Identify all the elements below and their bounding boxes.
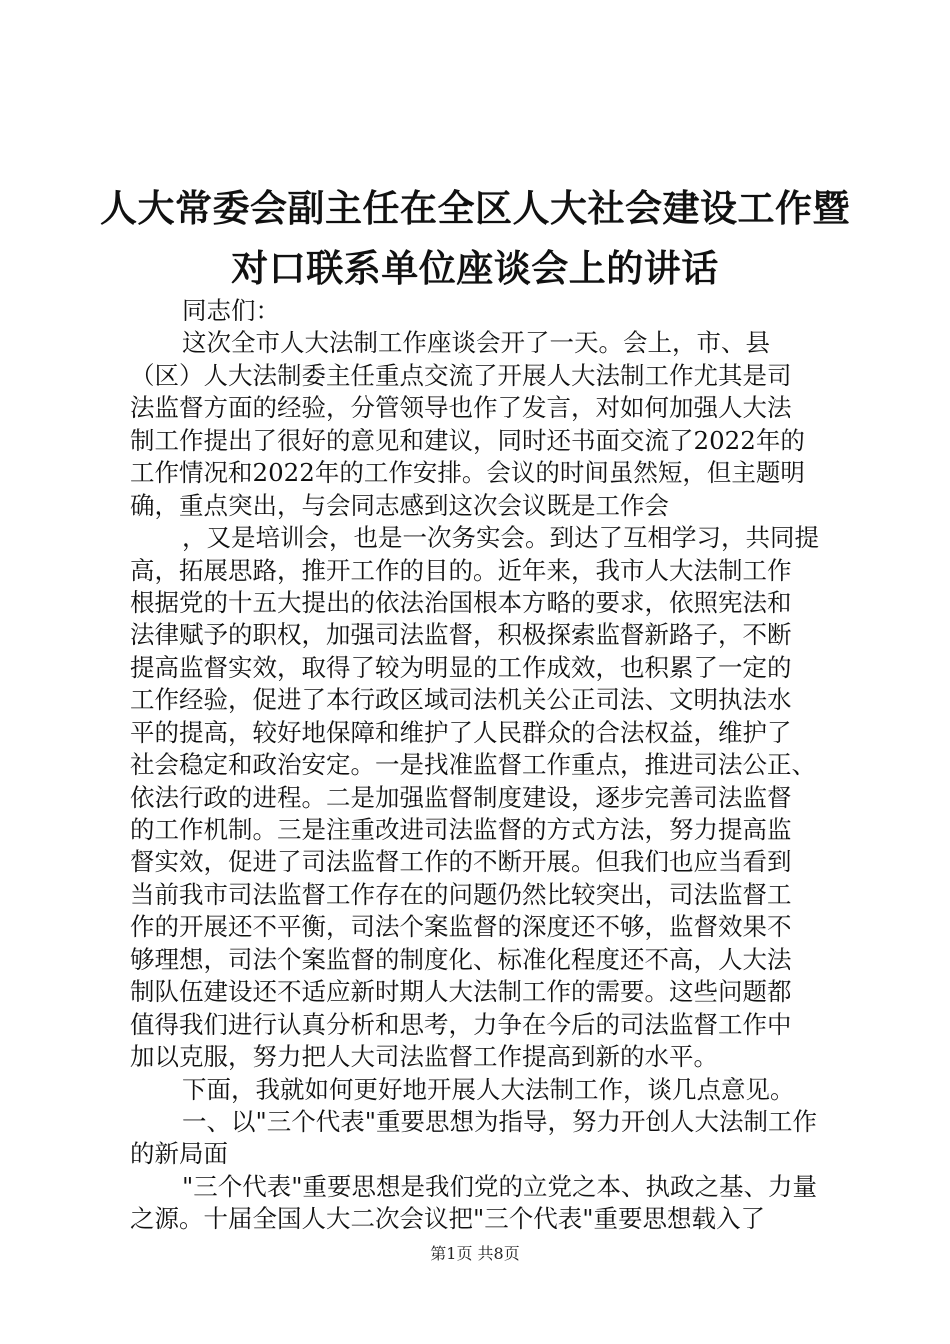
body-line: 下面，我就如何更好地开展人大法制工作，谈几点意见。 (182, 1074, 795, 1104)
body-line: 社会稳定和政治安定。一是找准监督工作重点，推进司法公正、 (130, 750, 816, 780)
body-line: 的新局面 (130, 1139, 228, 1169)
document-title-line-2: 对口联系单位座谈会上的讲话 (231, 246, 719, 290)
body-line: "三个代表"重要思想是我们党的立党之本、执政之基、力量 (182, 1171, 818, 1201)
body-line: 提高监督实效，取得了较为明显的工作成效，也积累了一定的 (130, 652, 792, 682)
body-line: 够理想，司法个案监督的制度化、标准化程度还不高，人大法 (130, 944, 792, 974)
body-line: 这次全市人大法制工作座谈会开了一天。会上，市、县 (182, 328, 770, 358)
body-line: 之源。十届全国人大二次会议把"三个代表"重要思想载入了 (130, 1204, 766, 1234)
body-line: 依法行政的进程。二是加强监督制度建设，逐步完善司法监督 (130, 782, 792, 812)
page-number-footer: 第1页 共8页 (430, 1244, 520, 1263)
body-line: 确，重点突出，与会同志感到这次会议既是工作会 (130, 490, 669, 520)
body-line: 同志们： (182, 296, 280, 325)
body-line: 一、以"三个代表"重要思想为指导，努力开创人大法制工作 (182, 1106, 818, 1136)
body-line: 工作情况和2022年的工作安排。会议的时间虽然短，但主题明 (130, 458, 805, 488)
body-line: 制工作提出了很好的意见和建议，同时还书面交流了2022年的 (130, 425, 805, 455)
body-line: 当前我市司法监督工作存在的问题仍然比较突出，司法监督工 (130, 879, 792, 909)
body-line: 高，拓展思路，推开工作的目的。近年来，我市人大法制工作 (130, 555, 792, 585)
body-line: ，又是培训会，也是一次务实会。到达了互相学习，共同提 (182, 523, 819, 553)
body-line: （区）人大法制委主任重点交流了开展人大法制工作尤其是司 (130, 360, 792, 390)
body-line: 平的提高，较好地保障和维护了人民群众的合法权益，维护了 (130, 717, 792, 747)
body-line: 的工作机制。三是注重改进司法监督的方式方法，努力提高监 (130, 815, 792, 844)
document-body (130, 295, 830, 1236)
body-line: 制队伍建设还不适应新时期人大法制工作的需要。这些问题都 (130, 977, 792, 1007)
body-line: 督实效，促进了司法监督工作的不断开展。但我们也应当看到 (130, 847, 792, 877)
body-line: 法监督方面的经验，分管领导也作了发言，对如何加强人大法 (130, 393, 792, 423)
body-line: 根据党的十五大提出的依法治国根本方略的要求，依照宪法和 (130, 587, 792, 617)
body-line: 加以克服，努力把人大司法监督工作提高到新的水平。 (130, 1042, 718, 1072)
document-title-line-1: 人大常委会副主任在全区人大社会建设工作暨 (100, 186, 850, 230)
body-line: 法律赋予的职权，加强司法监督，积极探索监督新路子，不断 (130, 620, 792, 650)
body-line: 值得我们进行认真分析和思考，力争在今后的司法监督工作中 (130, 1009, 792, 1039)
body-line: 工作经验，促进了本行政区域司法机关公正司法、文明执法水 (130, 685, 792, 715)
body-line: 作的开展还不平衡，司法个案监督的深度还不够，监督效果不 (130, 912, 792, 942)
